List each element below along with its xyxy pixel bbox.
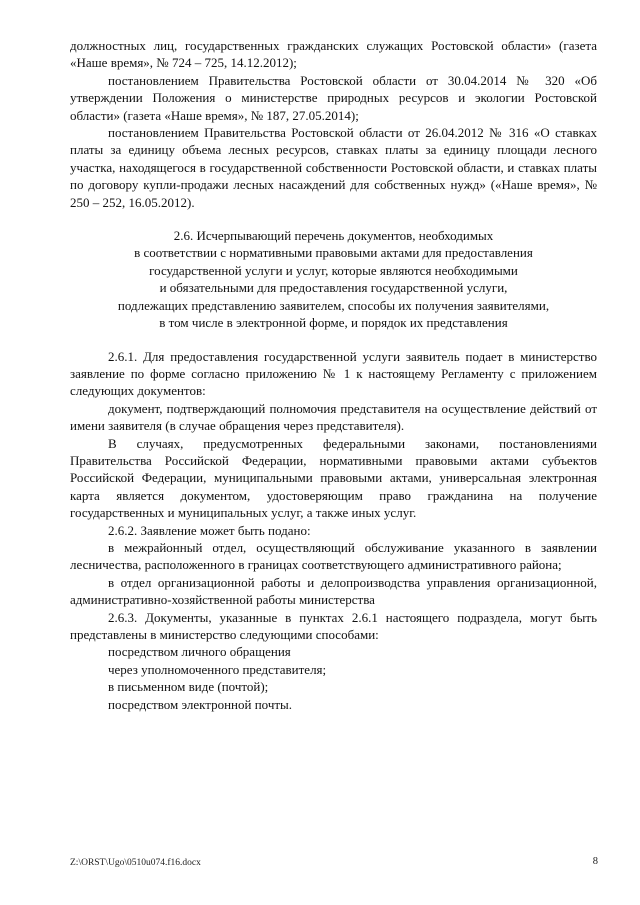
list-item-email: посредством электронной почты. — [108, 696, 293, 712]
paragraph-2-6-3: 2.6.3. Документы, указанные в пунктах 2.6.1 настоящего подраздела, могут быть представлены в министерство следующими способами: — [70, 609, 597, 642]
section-heading-line: подлежащих представлению заявителем, способы их получения заявителями, — [117, 297, 550, 313]
paragraph-representative-document: документ, подтверждающий полномочия представителя на осуществление действий от имени заявителя (в случае обращения через представителя). — [70, 400, 597, 434]
section-heading-line: 2.6. Исчерпывающий перечень документов, необходимых — [173, 228, 494, 244]
page-number: 8 — [592, 856, 598, 867]
paragraph-interdistrict-office: в межрайонный отдел, осуществляющий обслуживание указанного в заявлении лесничества, расположенного в границах соответствующего административного района; — [70, 539, 597, 573]
paragraph-universal-card: В случаях, предусмотренных федеральными законами, постановлениями Правительства Российской Федерации, нормативными правовыми актами субъектов Российской Федерации, муниципальными правовыми актами, универсальная электронная карта является документом, удостоверяющим право гражданина на получение государственных и муниципальных услуг, а также иных услуг. — [70, 435, 597, 521]
paragraph-2-6-2: 2.6.2. Заявление может быть подано: — [108, 522, 311, 538]
list-item-mail: в письменном виде (почтой); — [108, 679, 269, 695]
section-heading-line: в том числе в электронной форме, и порядок их представления — [159, 315, 508, 331]
section-heading-line: в соответствии с нормативными правовыми актами для предоставления — [134, 245, 533, 261]
list-item-representative: через уполномоченного представителя; — [108, 661, 327, 677]
paragraph-2-6-1: 2.6.1. Для предоставления государственной услуги заявитель подает в министерство заявление по форме согласно приложению № 1 к настоящему Регламенту с приложением следующих документов: — [70, 348, 597, 399]
paragraph-organizational-department: в отдел организационной работы и делопроизводства управления организационной, административно-хозяйственной работы министерства — [70, 574, 597, 608]
section-heading-line: государственной услуги и услуг, которые являются необходимыми — [149, 262, 518, 278]
intro-paragraph-2: постановлением Правительства Ростовской области от 30.04.2014 № 320 «Об утверждении Положения о министерстве природных ресурсов и экологии Ростовской области» (газета «Наше время», № 187, 27.05.2014); — [70, 72, 597, 123]
footer-file-path: Z:\ORST\Ugo\0510u074.f16.docx — [70, 858, 201, 868]
intro-paragraph-3: постановлением Правительства Ростовской области от 26.04.2012 № 316 «О ставках платы за единицу объема лесных ресурсов, ставках платы за единицу площади лесного участка, находящегося в государственной собственности Ростовской области, и ставках платы по договору купли-продажи лесных насаждений для собственных нужд» («Наше время», № 250 – 252, 16.05.2012). — [70, 125, 597, 210]
section-heading — [70, 227, 597, 331]
section-heading-line: и обязательными для предоставления государственной услуги, — [159, 280, 508, 296]
list-item-personal: посредством личного обращения — [108, 644, 291, 660]
intro-paragraph-1: должностных лиц, государственных гражданских служащих Ростовской области» (газета «Наше время», № 724 – 725, 14.12.2012); — [70, 38, 597, 71]
document-body — [70, 37, 597, 713]
